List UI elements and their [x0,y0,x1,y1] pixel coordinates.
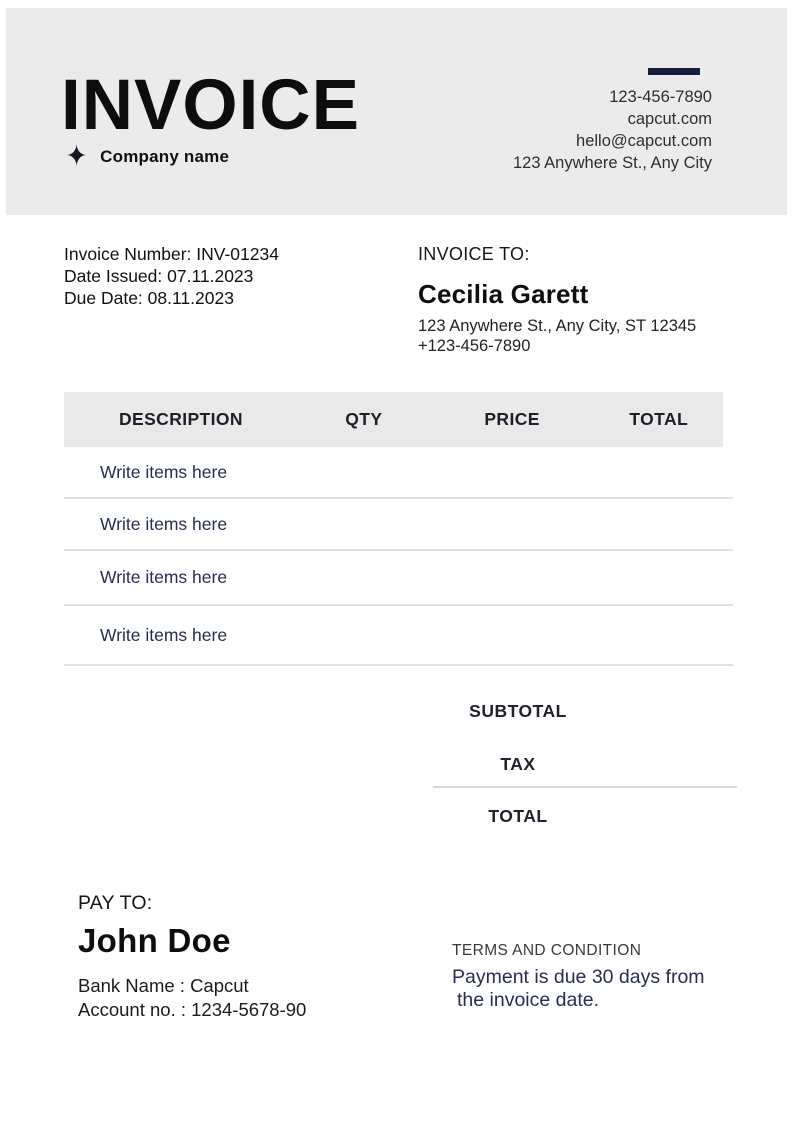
table-row [64,447,733,499]
item-description-placeholder[interactable]: Write items here [100,567,228,587]
pay-to-label: PAY TO: [78,892,153,914]
bill-to-label: INVOICE TO: [418,244,530,264]
terms-label: TERMS AND CONDITION [452,942,642,959]
tax-label: TAX [500,754,536,774]
subtotal-label: SUBTOTAL [469,701,567,721]
totals-block [433,682,737,832]
company-address: 123 Anywhere St., Any City [512,154,712,172]
payee-name: John Doe [78,922,231,959]
client-name: Cecilia Garett [418,279,589,309]
bank-details [78,974,306,1022]
bill-to-block [418,244,696,356]
item-description-placeholder[interactable]: Write items here [100,513,228,534]
company-brand [64,142,229,172]
company-phone: 123-456-7890 [609,88,712,106]
column-header-qty: QTY [345,409,383,429]
accent-bar [648,68,700,75]
table-row [64,499,733,551]
account-number: Account no. : 1234-5678-90 [78,999,307,1020]
sparkle-icon: ✦ [65,140,88,173]
due-date: Due Date: 08.11.2023 [64,288,234,308]
column-header-total: TOTAL [629,409,689,429]
bank-name: Bank Name : Capcut [78,975,249,996]
client-address-line: 123 Anywhere St., Any City, ST 12345 [418,317,697,335]
company-name: Company name [100,147,230,166]
column-header-description: DESCRIPTION [118,409,243,429]
terms-line-2: the invoice date. [457,989,600,1011]
table-row [64,606,733,666]
client-address [418,316,696,356]
pay-to-block [78,892,306,1022]
table-row [64,551,733,606]
company-email: hello@capcut.com [576,132,712,150]
column-header-price: PRICE [484,409,540,429]
invoice-meta-block [64,243,279,309]
terms-text [452,966,705,1012]
items-table [64,392,733,666]
terms-block [452,942,705,1012]
client-phone: +123-456-7890 [418,337,531,355]
invoice-header [6,8,787,215]
invoice-number: Invoice Number: INV-01234 [64,244,279,264]
total-label: TOTAL [488,806,548,826]
date-issued: Date Issued: 07.11.2023 [64,266,254,286]
company-contact-block [513,68,712,174]
company-website: capcut.com [627,110,712,128]
terms-line-1: Payment is due 30 days from [452,966,705,988]
item-description-placeholder[interactable]: Write items here [100,461,228,482]
items-table-header [64,392,723,447]
item-description-placeholder[interactable]: Write items here [100,624,228,645]
page-title: INVOICE [61,66,360,145]
totals-divider [433,786,737,788]
